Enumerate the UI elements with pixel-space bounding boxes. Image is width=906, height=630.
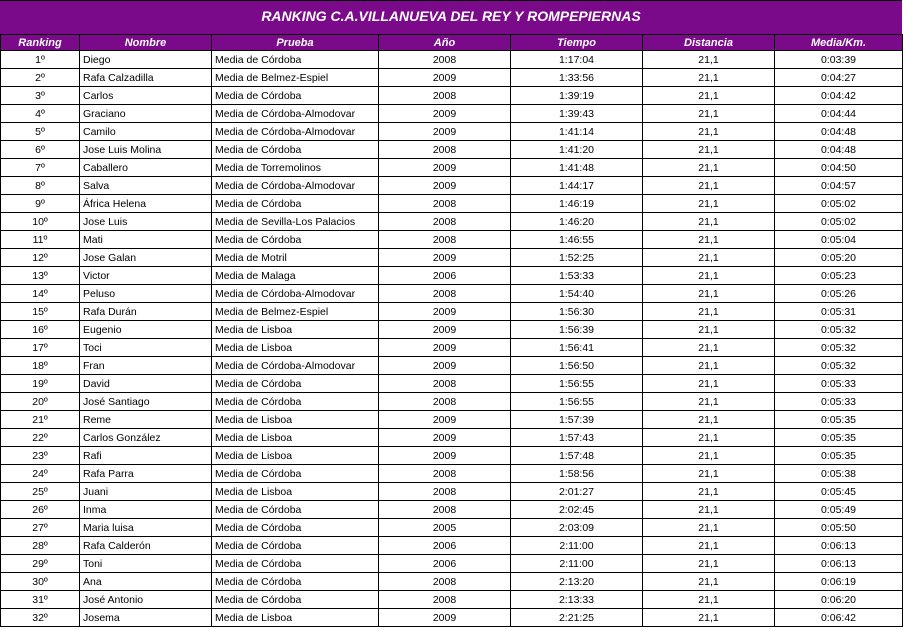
table-row [1, 105, 903, 123]
cell-prueba[interactable]: Media de Córdoba [212, 465, 379, 483]
table-row [1, 465, 903, 483]
table-row [1, 141, 903, 159]
cell-media[interactable]: 0:04:44 [775, 105, 903, 123]
cell-media[interactable]: 0:04:57 [775, 177, 903, 195]
cell-media[interactable]: 0:05:35 [775, 447, 903, 465]
cell-nombre[interactable]: Jose Luis [80, 213, 212, 231]
cell-nombre[interactable]: José Santiago [80, 393, 212, 411]
cell-tiempo[interactable]: 1:39:19 [511, 87, 643, 105]
cell-tiempo[interactable]: 1:53:33 [511, 267, 643, 285]
cell-media[interactable]: 0:05:31 [775, 303, 903, 321]
cell-prueba[interactable]: Media de Motril [212, 249, 379, 267]
table-row [1, 501, 903, 519]
cell-ranking[interactable]: 5º [1, 123, 80, 141]
cell-distancia[interactable]: 21,1 [643, 429, 775, 447]
cell-distancia[interactable]: 21,1 [643, 105, 775, 123]
cell-ano[interactable]: 2006 [379, 537, 511, 555]
cell-media[interactable]: 0:05:23 [775, 267, 903, 285]
cell-media[interactable]: 0:05:45 [775, 483, 903, 501]
col-header-nombre[interactable]: Nombre [80, 35, 212, 51]
cell-distancia[interactable]: 21,1 [643, 519, 775, 537]
cell-tiempo[interactable]: 1:41:48 [511, 159, 643, 177]
cell-nombre[interactable]: Inma [80, 501, 212, 519]
cell-ranking[interactable]: 18º [1, 357, 80, 375]
cell-tiempo[interactable]: 1:56:50 [511, 357, 643, 375]
cell-ranking[interactable]: 6º [1, 141, 80, 159]
cell-media[interactable]: 0:05:02 [775, 195, 903, 213]
cell-tiempo[interactable]: 1:46:55 [511, 231, 643, 249]
cell-ranking[interactable]: 9º [1, 195, 80, 213]
col-header-tiempo[interactable]: Tiempo [511, 35, 643, 51]
table-row [1, 51, 903, 69]
cell-tiempo[interactable]: 1:57:48 [511, 447, 643, 465]
cell-prueba[interactable]: Media de Córdoba-Almodovar [212, 177, 379, 195]
cell-distancia[interactable]: 21,1 [643, 573, 775, 591]
table-row [1, 375, 903, 393]
cell-tiempo[interactable]: 2:11:00 [511, 555, 643, 573]
cell-distancia[interactable]: 21,1 [643, 303, 775, 321]
cell-distancia[interactable]: 21,1 [643, 249, 775, 267]
cell-ano[interactable]: 2009 [379, 177, 511, 195]
cell-ano[interactable]: 2008 [379, 573, 511, 591]
col-header-ranking[interactable]: Ranking [1, 35, 80, 51]
cell-prueba[interactable]: Media de Córdoba-Almodovar [212, 105, 379, 123]
cell-ranking[interactable]: 2º [1, 69, 80, 87]
cell-prueba[interactable]: Media de Torremolinos [212, 159, 379, 177]
cell-tiempo[interactable]: 1:44:17 [511, 177, 643, 195]
cell-tiempo[interactable]: 1:56:39 [511, 321, 643, 339]
cell-ano[interactable]: 2009 [379, 447, 511, 465]
table-row [1, 231, 903, 249]
cell-nombre[interactable]: Rafa Durán [80, 303, 212, 321]
cell-distancia[interactable]: 21,1 [643, 537, 775, 555]
cell-distancia[interactable]: 21,1 [643, 375, 775, 393]
cell-nombre[interactable]: Rafa Calderón [80, 537, 212, 555]
cell-prueba[interactable]: Media de Córdoba [212, 555, 379, 573]
cell-prueba[interactable]: Media de Córdoba [212, 537, 379, 555]
cell-ranking[interactable]: 25º [1, 483, 80, 501]
cell-prueba[interactable]: Media de Córdoba [212, 519, 379, 537]
cell-ranking[interactable]: 27º [1, 519, 80, 537]
cell-media[interactable]: 0:06:13 [775, 555, 903, 573]
cell-nombre[interactable]: Ana [80, 573, 212, 591]
cell-ano[interactable]: 2008 [379, 465, 511, 483]
cell-prueba[interactable]: Media de Córdoba-Almodovar [212, 285, 379, 303]
cell-media[interactable]: 0:05:49 [775, 501, 903, 519]
cell-media[interactable]: 0:05:32 [775, 357, 903, 375]
cell-tiempo[interactable]: 1:46:20 [511, 213, 643, 231]
table-row [1, 483, 903, 501]
cell-nombre[interactable]: Victor [80, 267, 212, 285]
sheet-title: RANKING C.A.VILLANUEVA DEL REY Y ROMPEPIERNAS [0, 0, 902, 35]
cell-distancia[interactable]: 21,1 [643, 195, 775, 213]
cell-prueba[interactable]: Media de Córdoba [212, 87, 379, 105]
cell-distancia[interactable]: 21,1 [643, 591, 775, 609]
cell-tiempo[interactable]: 1:41:20 [511, 141, 643, 159]
cell-tiempo[interactable]: 1:52:25 [511, 249, 643, 267]
cell-nombre[interactable]: Rafa Parra [80, 465, 212, 483]
cell-ranking[interactable]: 7º [1, 159, 80, 177]
cell-prueba[interactable]: Media de Córdoba [212, 375, 379, 393]
cell-nombre[interactable]: Reme [80, 411, 212, 429]
cell-nombre[interactable]: Eugenio [80, 321, 212, 339]
cell-media[interactable]: 0:04:27 [775, 69, 903, 87]
cell-ano[interactable]: 2008 [379, 501, 511, 519]
cell-ranking[interactable]: 14º [1, 285, 80, 303]
cell-prueba[interactable]: Media de Córdoba [212, 393, 379, 411]
cell-tiempo[interactable]: 1:54:40 [511, 285, 643, 303]
cell-prueba[interactable]: Media de Córdoba-Almodovar [212, 357, 379, 375]
cell-media[interactable]: 0:06:13 [775, 537, 903, 555]
cell-nombre[interactable]: Carlos [80, 87, 212, 105]
cell-tiempo[interactable]: 2:11:00 [511, 537, 643, 555]
cell-ano[interactable]: 2005 [379, 519, 511, 537]
cell-ano[interactable]: 2009 [379, 609, 511, 627]
cell-ano[interactable]: 2009 [379, 105, 511, 123]
cell-tiempo[interactable]: 2:02:45 [511, 501, 643, 519]
cell-ano[interactable]: 2008 [379, 141, 511, 159]
table-row [1, 573, 903, 591]
cell-distancia[interactable]: 21,1 [643, 123, 775, 141]
col-header-prueba[interactable]: Prueba [212, 35, 379, 51]
cell-distancia[interactable]: 21,1 [643, 483, 775, 501]
cell-media[interactable]: 0:06:42 [775, 609, 903, 627]
cell-media[interactable]: 0:04:48 [775, 123, 903, 141]
cell-media[interactable]: 0:06:20 [775, 591, 903, 609]
cell-tiempo[interactable]: 1:56:55 [511, 393, 643, 411]
cell-tiempo[interactable]: 1:33:56 [511, 69, 643, 87]
table-row [1, 339, 903, 357]
table-row [1, 393, 903, 411]
cell-distancia[interactable]: 21,1 [643, 339, 775, 357]
cell-ano[interactable]: 2008 [379, 195, 511, 213]
cell-prueba[interactable]: Media de Belmez-Espiel [212, 69, 379, 87]
table-row [1, 267, 903, 285]
cell-prueba[interactable]: Media de Lisboa [212, 339, 379, 357]
cell-nombre[interactable]: David [80, 375, 212, 393]
cell-nombre[interactable]: Toni [80, 555, 212, 573]
table-row [1, 87, 903, 105]
cell-tiempo[interactable]: 1:56:55 [511, 375, 643, 393]
cell-prueba[interactable]: Media de Córdoba [212, 51, 379, 69]
cell-ranking[interactable]: 19º [1, 375, 80, 393]
cell-prueba[interactable]: Media de Córdoba [212, 501, 379, 519]
cell-distancia[interactable]: 21,1 [643, 141, 775, 159]
cell-tiempo[interactable]: 2:13:20 [511, 573, 643, 591]
cell-tiempo[interactable]: 1:56:30 [511, 303, 643, 321]
cell-ranking[interactable]: 31º [1, 591, 80, 609]
cell-ano[interactable]: 2009 [379, 321, 511, 339]
cell-prueba[interactable]: Media de Lisboa [212, 447, 379, 465]
cell-nombre[interactable]: Josema [80, 609, 212, 627]
cell-ano[interactable]: 2008 [379, 87, 511, 105]
cell-ano[interactable]: 2008 [379, 285, 511, 303]
cell-media[interactable]: 0:05:04 [775, 231, 903, 249]
cell-nombre[interactable]: Juani [80, 483, 212, 501]
cell-distancia[interactable]: 21,1 [643, 231, 775, 249]
cell-nombre[interactable]: Rafi [80, 447, 212, 465]
cell-prueba[interactable]: Media de Lisboa [212, 411, 379, 429]
cell-ranking[interactable]: 1º [1, 51, 80, 69]
cell-distancia[interactable]: 21,1 [643, 285, 775, 303]
cell-tiempo[interactable]: 2:21:25 [511, 609, 643, 627]
cell-ranking[interactable]: 13º [1, 267, 80, 285]
table-row [1, 609, 903, 627]
cell-distancia[interactable]: 21,1 [643, 393, 775, 411]
table-row [1, 591, 903, 609]
cell-ranking[interactable]: 16º [1, 321, 80, 339]
cell-prueba[interactable]: Media de Lisboa [212, 609, 379, 627]
cell-prueba[interactable]: Media de Córdoba [212, 591, 379, 609]
cell-prueba[interactable]: Media de Córdoba [212, 195, 379, 213]
table-row [1, 285, 903, 303]
cell-tiempo[interactable]: 1:57:43 [511, 429, 643, 447]
cell-distancia[interactable]: 21,1 [643, 177, 775, 195]
cell-ano[interactable]: 2006 [379, 555, 511, 573]
cell-ranking[interactable]: 26º [1, 501, 80, 519]
cell-nombre[interactable]: África Helena [80, 195, 212, 213]
cell-prueba[interactable]: Media de Sevilla-Los Palacios [212, 213, 379, 231]
cell-media[interactable]: 0:05:35 [775, 429, 903, 447]
table-row [1, 159, 903, 177]
cell-media[interactable]: 0:05:26 [775, 285, 903, 303]
cell-nombre[interactable]: Rafa Calzadilla [80, 69, 212, 87]
cell-ano[interactable]: 2008 [379, 375, 511, 393]
cell-ranking[interactable]: 3º [1, 87, 80, 105]
cell-media[interactable]: 0:05:20 [775, 249, 903, 267]
cell-ano[interactable]: 2008 [379, 591, 511, 609]
cell-media[interactable]: 0:06:19 [775, 573, 903, 591]
cell-ano[interactable]: 2008 [379, 231, 511, 249]
cell-nombre[interactable]: Caballero [80, 159, 212, 177]
cell-distancia[interactable]: 21,1 [643, 321, 775, 339]
cell-prueba[interactable]: Media de Lisboa [212, 483, 379, 501]
cell-prueba[interactable]: Media de Córdoba-Almodovar [212, 123, 379, 141]
table-row [1, 519, 903, 537]
cell-tiempo[interactable]: 1:57:39 [511, 411, 643, 429]
cell-distancia[interactable]: 21,1 [643, 51, 775, 69]
cell-tiempo[interactable]: 1:39:43 [511, 105, 643, 123]
table-row [1, 123, 903, 141]
cell-media[interactable]: 0:03:39 [775, 51, 903, 69]
cell-ano[interactable]: 2009 [379, 411, 511, 429]
cell-ano[interactable]: 2009 [379, 303, 511, 321]
cell-ano[interactable]: 2009 [379, 123, 511, 141]
cell-ano[interactable]: 2009 [379, 249, 511, 267]
cell-distancia[interactable]: 21,1 [643, 69, 775, 87]
cell-ano[interactable]: 2009 [379, 69, 511, 87]
cell-tiempo[interactable]: 2:13:33 [511, 591, 643, 609]
cell-prueba[interactable]: Media de Belmez-Espiel [212, 303, 379, 321]
cell-nombre[interactable]: Mati [80, 231, 212, 249]
ranking-table [0, 34, 903, 627]
cell-ranking[interactable]: 22º [1, 429, 80, 447]
cell-tiempo[interactable]: 1:46:19 [511, 195, 643, 213]
cell-nombre[interactable]: Diego [80, 51, 212, 69]
cell-prueba[interactable]: Media de Lisboa [212, 429, 379, 447]
cell-distancia[interactable]: 21,1 [643, 501, 775, 519]
cell-nombre[interactable]: Maria luisa [80, 519, 212, 537]
table-row [1, 249, 903, 267]
cell-ranking[interactable]: 17º [1, 339, 80, 357]
cell-prueba[interactable]: Media de Córdoba [212, 231, 379, 249]
cell-nombre[interactable]: Carlos González [80, 429, 212, 447]
cell-tiempo[interactable]: 2:03:09 [511, 519, 643, 537]
table-row [1, 321, 903, 339]
cell-media[interactable]: 0:05:33 [775, 375, 903, 393]
cell-ranking[interactable]: 32º [1, 609, 80, 627]
table-row [1, 411, 903, 429]
cell-nombre[interactable]: Salva [80, 177, 212, 195]
cell-distancia[interactable]: 21,1 [643, 555, 775, 573]
cell-ranking[interactable]: 11º [1, 231, 80, 249]
cell-prueba[interactable]: Media de Malaga [212, 267, 379, 285]
cell-prueba[interactable]: Media de Lisboa [212, 321, 379, 339]
cell-nombre[interactable]: Graciano [80, 105, 212, 123]
cell-ano[interactable]: 2008 [379, 483, 511, 501]
cell-prueba[interactable]: Media de Córdoba [212, 141, 379, 159]
cell-tiempo[interactable]: 1:17:04 [511, 51, 643, 69]
cell-tiempo[interactable]: 1:58:56 [511, 465, 643, 483]
cell-media[interactable]: 0:05:32 [775, 321, 903, 339]
cell-media[interactable]: 0:05:02 [775, 213, 903, 231]
cell-ranking[interactable]: 15º [1, 303, 80, 321]
cell-nombre[interactable]: Fran [80, 357, 212, 375]
cell-ranking[interactable]: 29º [1, 555, 80, 573]
cell-prueba[interactable]: Media de Córdoba [212, 573, 379, 591]
col-header-ano[interactable]: Año [379, 35, 511, 51]
cell-media[interactable]: 0:05:33 [775, 393, 903, 411]
cell-media[interactable]: 0:04:42 [775, 87, 903, 105]
col-header-media[interactable]: Media/Km. [775, 35, 903, 51]
cell-ranking[interactable]: 8º [1, 177, 80, 195]
cell-ranking[interactable]: 21º [1, 411, 80, 429]
cell-ano[interactable]: 2006 [379, 267, 511, 285]
cell-distancia[interactable]: 21,1 [643, 447, 775, 465]
table-row [1, 537, 903, 555]
cell-distancia[interactable]: 21,1 [643, 159, 775, 177]
table-row [1, 429, 903, 447]
cell-nombre[interactable]: Camilo [80, 123, 212, 141]
table-row [1, 357, 903, 375]
table-row [1, 213, 903, 231]
cell-media[interactable]: 0:04:50 [775, 159, 903, 177]
cell-tiempo[interactable]: 2:01:27 [511, 483, 643, 501]
table-row [1, 177, 903, 195]
table-row [1, 195, 903, 213]
cell-ano[interactable]: 2009 [379, 159, 511, 177]
cell-ano[interactable]: 2008 [379, 393, 511, 411]
cell-nombre[interactable]: Jose Galan [80, 249, 212, 267]
table-row [1, 555, 903, 573]
cell-tiempo[interactable]: 1:41:14 [511, 123, 643, 141]
table-row [1, 69, 903, 87]
cell-ranking[interactable]: 10º [1, 213, 80, 231]
cell-distancia[interactable]: 21,1 [643, 357, 775, 375]
cell-ranking[interactable]: 4º [1, 105, 80, 123]
cell-media[interactable]: 0:05:50 [775, 519, 903, 537]
cell-distancia[interactable]: 21,1 [643, 213, 775, 231]
cell-nombre[interactable]: Toci [80, 339, 212, 357]
cell-ranking[interactable]: 24º [1, 465, 80, 483]
cell-nombre[interactable]: Jose Luis Molina [80, 141, 212, 159]
cell-distancia[interactable]: 21,1 [643, 465, 775, 483]
cell-distancia[interactable]: 21,1 [643, 411, 775, 429]
cell-ranking[interactable]: 28º [1, 537, 80, 555]
cell-nombre[interactable]: Peluso [80, 285, 212, 303]
cell-ranking[interactable]: 12º [1, 249, 80, 267]
cell-distancia[interactable]: 21,1 [643, 87, 775, 105]
cell-ano[interactable]: 2009 [379, 357, 511, 375]
cell-distancia[interactable]: 21,1 [643, 609, 775, 627]
cell-ano[interactable]: 2008 [379, 51, 511, 69]
table-row [1, 303, 903, 321]
cell-media[interactable]: 0:05:32 [775, 339, 903, 357]
header-row [1, 35, 903, 51]
cell-ranking[interactable]: 20º [1, 393, 80, 411]
cell-ano[interactable]: 2009 [379, 339, 511, 357]
cell-ano[interactable]: 2008 [379, 213, 511, 231]
cell-media[interactable]: 0:04:48 [775, 141, 903, 159]
cell-ranking[interactable]: 23º [1, 447, 80, 465]
cell-tiempo[interactable]: 1:56:41 [511, 339, 643, 357]
cell-ano[interactable]: 2009 [379, 429, 511, 447]
cell-ranking[interactable]: 30º [1, 573, 80, 591]
cell-nombre[interactable]: José Antonio [80, 591, 212, 609]
table-row [1, 447, 903, 465]
cell-media[interactable]: 0:05:35 [775, 411, 903, 429]
col-header-distancia[interactable]: Distancia [643, 35, 775, 51]
cell-distancia[interactable]: 21,1 [643, 267, 775, 285]
cell-media[interactable]: 0:05:38 [775, 465, 903, 483]
